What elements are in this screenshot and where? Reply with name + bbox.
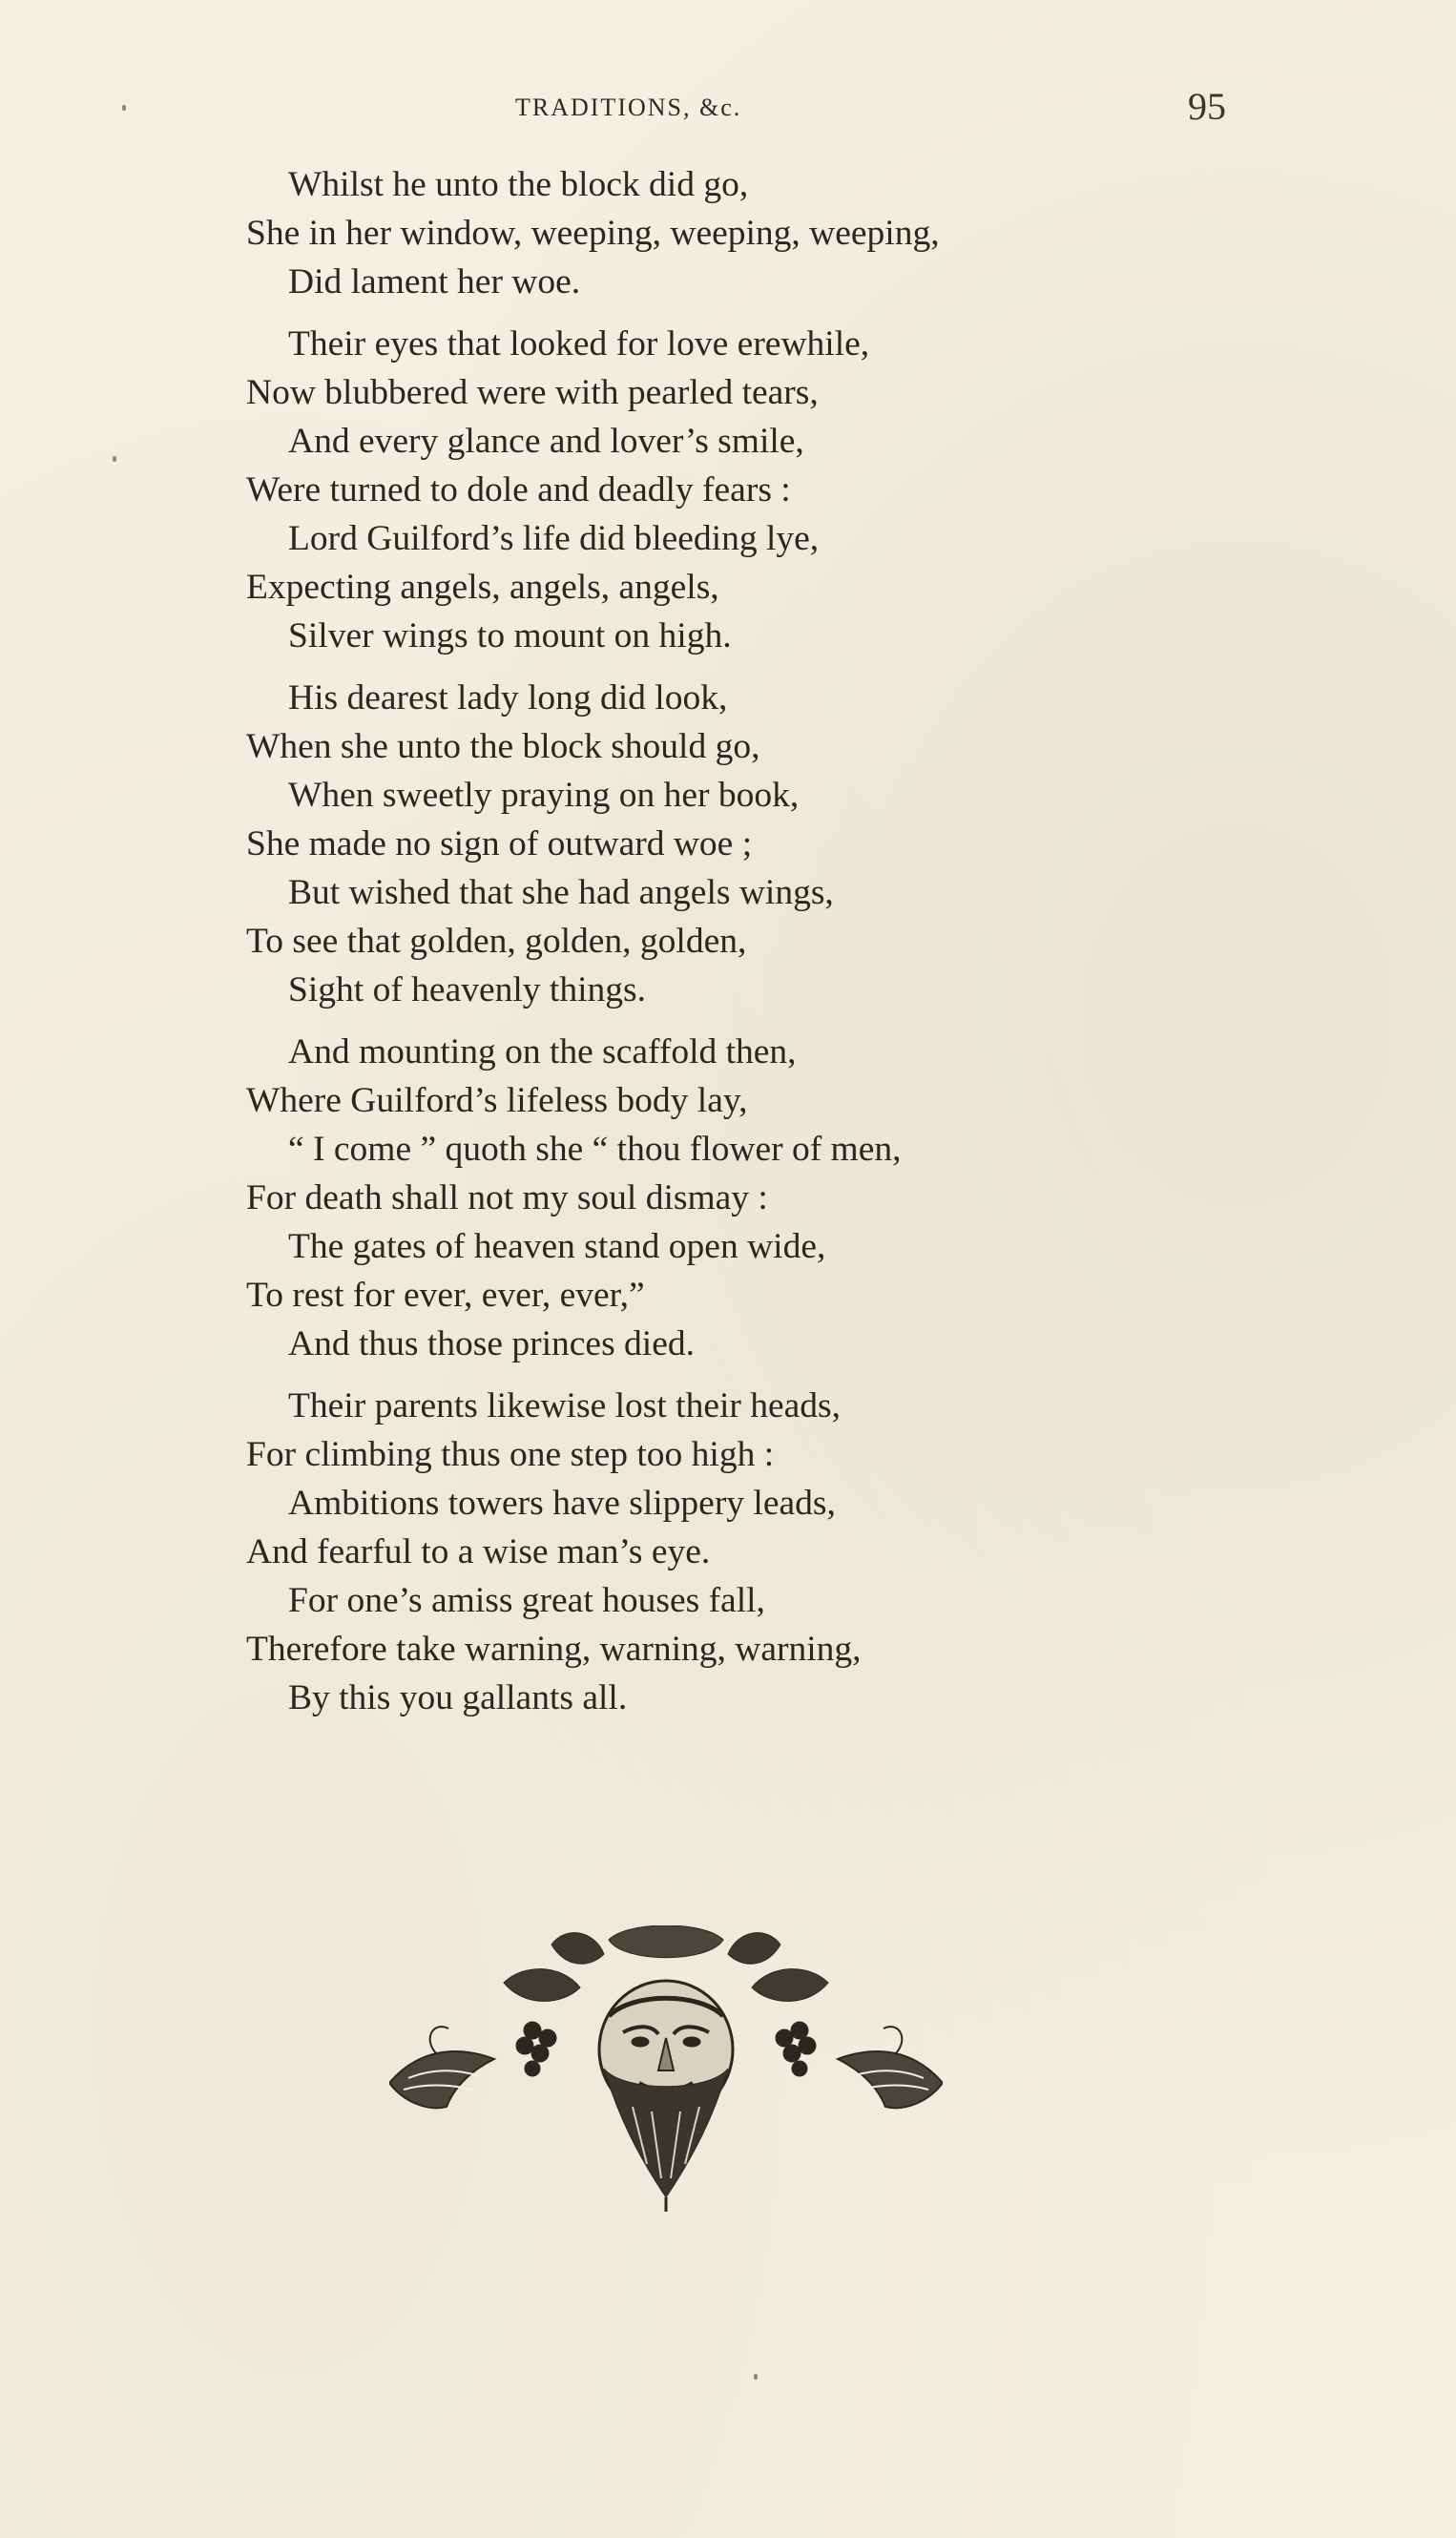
poem-line: For climbing thus one step too high :	[246, 1435, 775, 1474]
poem-line: But wished that she had angels wings,	[288, 873, 834, 912]
poem-line: By this you gallants all.	[288, 1678, 628, 1717]
poem-line: To see that golden, golden, golden,	[246, 922, 747, 961]
poem-line: Their eyes that looked for love erewhile,	[288, 324, 870, 364]
poem-line: Expecting angels, angels, angels,	[246, 568, 719, 607]
poem-line: Whilst he unto the block did go,	[288, 165, 749, 204]
poem-stanza	[246, 1382, 1200, 1722]
poem-line: And fearful to a wise man’s eye.	[246, 1532, 711, 1571]
page-header	[0, 84, 1456, 128]
poem-line: Did lament her woe.	[288, 262, 581, 302]
poem-line: Ambitions towers have slippery leads,	[288, 1484, 836, 1523]
poem-stanza	[246, 674, 1200, 1014]
poem-stanza	[246, 160, 1200, 306]
poem-line: She in her window, weeping, weeping, weeping,	[246, 214, 940, 253]
poem-stanza	[246, 320, 1200, 660]
print-speck	[113, 456, 116, 462]
page-number: 95	[1188, 85, 1226, 128]
poem-line: Silver wings to mount on high.	[288, 616, 732, 655]
poem-line: And mounting on the scaffold then,	[288, 1032, 797, 1071]
poem-line: For one’s amiss great houses fall,	[288, 1581, 765, 1620]
poem-line: When sweetly praying on her book,	[288, 776, 800, 815]
poem-line: His dearest lady long did look,	[288, 678, 728, 718]
running-head: TRADITIONS, &c.	[515, 94, 742, 121]
poem-line: When she unto the block should go,	[246, 727, 760, 766]
poem-line: Where Guilford’s lifeless body lay,	[246, 1081, 748, 1120]
poem-line: Therefore take warning, warning, warning,	[246, 1630, 862, 1669]
poem-line: The gates of heaven stand open wide,	[288, 1227, 826, 1266]
poem-line: Lord Guilford’s life did bleeding lye,	[288, 519, 820, 558]
poem-line: Were turned to dole and deadly fears :	[246, 470, 791, 510]
print-speck	[754, 2374, 758, 2380]
poem-line: Sight of heavenly things.	[288, 970, 646, 1009]
poem-line: To rest for ever, ever, ever,”	[246, 1276, 645, 1315]
poem-line: Now blubbered were with pearled tears,	[246, 373, 819, 412]
poem-line: And every glance and lover’s smile,	[288, 422, 804, 461]
poem-line: For death shall not my soul dismay :	[246, 1178, 768, 1217]
green-man-tailpiece-ornament-icon	[389, 1925, 943, 2212]
poem-line: “ I come ” quoth she “ thou flower of men,	[288, 1130, 902, 1169]
poem-line: She made no sign of outward woe ;	[246, 824, 753, 863]
poem-stanza	[246, 1028, 1200, 1368]
poem-text	[246, 160, 1200, 1736]
poem-line: And thus those princes died.	[288, 1324, 695, 1363]
poem-line: Their parents likewise lost their heads,	[288, 1386, 841, 1425]
